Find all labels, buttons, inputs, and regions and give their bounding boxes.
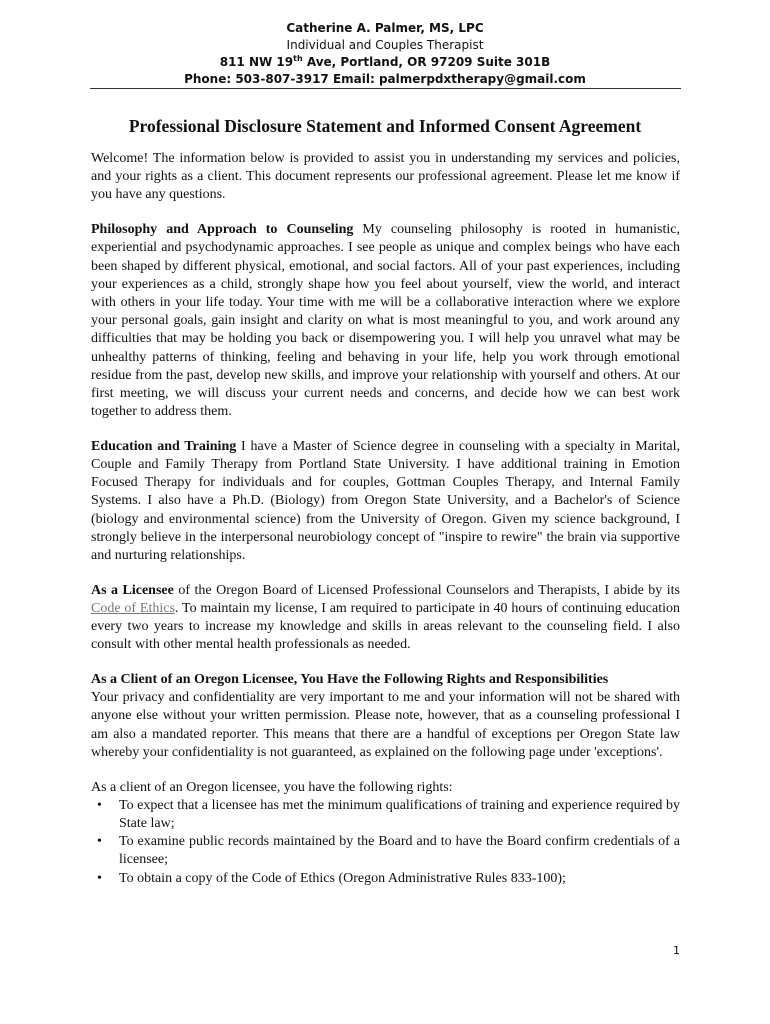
therapist-role: Individual and Couples Therapist <box>286 38 484 52</box>
therapist-name: Catherine A. Palmer, MS, LPC <box>286 21 484 35</box>
rights-list-item <box>91 870 680 888</box>
client-rights-text: Your privacy and confidentiality are very important to me and your information will not be shared with anyone else without your written permission. Please note, however, that as a counseling professional I am also a mandated reporter. This means that there are a handful of exceptions per Oregon State law whereby your confidentiality is not guaranteed, as explained on the following page under 'exceptions'. <box>91 690 680 760</box>
contact-line: Phone: 503-807-3917 Email: palmerpdxtherapy@gmail.com <box>184 72 586 86</box>
header-divider <box>90 88 681 89</box>
document-body <box>91 150 680 888</box>
welcome-paragraph: Welcome! The information below is provided to assist you in understanding my services and policies, and your rights as a client. This document represents our professional agreement. Please let me know if you have any questions. <box>91 151 680 203</box>
education-text: I have a Master of Science degree in counseling with a specialty in Marital, Couple and Family Therapy from Portland State University. I have additional training in Emotion Focused Therapy for individuals and for couples, Gottman Couples Therapy, and Internal Family Systems. I also have a Ph.D. (Biology) from Oregon State University, and a Bachelor's of Science (biology and environmental science) from the University of Oregon. Given my science background, I strongly believe in the interpersonal neurobiology concept of "inspire to rewire" the brain via supportive and nurturing relationships. <box>91 438 680 564</box>
rights-list-item <box>91 833 680 869</box>
rights-list <box>91 797 680 888</box>
rights-list-item <box>91 797 680 833</box>
client-rights-heading: As a Client of an Oregon Licensee, You Have the Following Rights and Responsibilities <box>91 672 609 688</box>
philosophy-text: My counseling philosophy is rooted in humanistic, experiential and psychodynamic approaches. I see people as unique and complex beings who have each been shaped by different physical, emotional, and social factors. All of your past experiences, including your experiences as a child, strongly shape how you feel about yourself, view the world, and interact with others in your life today. Your time with me will be a collaborative interaction where we explore your personal goals, gain insight and clarity on what is most meaningful to you, and work around any difficulties that may be holding you back or disempowering you. I will help you unravel what may be unhealthy patterns of thinking, feeling and behaving in your life, help you work through emotional residue from the past, develop new skills, and improve your relationship with yourself and others. At our first meeting, we will discuss your current needs and concerns, and decide how we can best work together to address them. <box>91 222 681 420</box>
address-ordinal-suffix: th <box>293 54 303 63</box>
education-paragraph <box>91 438 680 565</box>
page-number: 1 <box>673 944 680 957</box>
code-of-ethics-link[interactable]: Code of Ethics <box>91 600 175 616</box>
letterhead <box>90 20 680 88</box>
bullet-icon: • <box>97 834 102 850</box>
document-title: Professional Disclosure Statement and Informed Consent Agreement <box>128 116 642 136</box>
licensee-paragraph <box>91 582 680 655</box>
philosophy-paragraph <box>91 221 680 421</box>
client-rights-paragraph <box>91 671 680 762</box>
right-text: To expect that a licensee has met the minimum qualifications of training and experience required by State law; <box>119 797 680 831</box>
rights-intro: As a client of an Oregon licensee, you have the following rights: <box>91 779 453 795</box>
address-street-number: 811 NW 19 <box>219 55 294 69</box>
licensee-heading: As a Licensee <box>91 582 174 598</box>
licensee-text-before: of the Oregon Board of Licensed Professional Counselors and Therapists, I abide by its <box>173 582 680 598</box>
education-heading: Education and Training <box>91 438 237 454</box>
office-address <box>90 54 680 71</box>
right-text: To obtain a copy of the Code of Ethics (Oregon Administrative Rules 833-100); <box>119 870 566 886</box>
bullet-icon: • <box>97 797 102 813</box>
licensee-text-after: . To maintain my license, I am required to participate in 40 hours of continuing education every two years to increase my knowledge and skills in areas relevant to the counseling field. I also consult with other mental health professionals as needed. <box>91 600 680 653</box>
right-text: To examine public records maintained by the Board and to have the Board confirm credentials of a licensee; <box>119 834 680 868</box>
philosophy-heading: Philosophy and Approach to Counseling <box>91 222 354 238</box>
bullet-icon: • <box>97 870 102 886</box>
address-rest: Ave, Portland, OR 97209 Suite 301B <box>302 55 551 69</box>
